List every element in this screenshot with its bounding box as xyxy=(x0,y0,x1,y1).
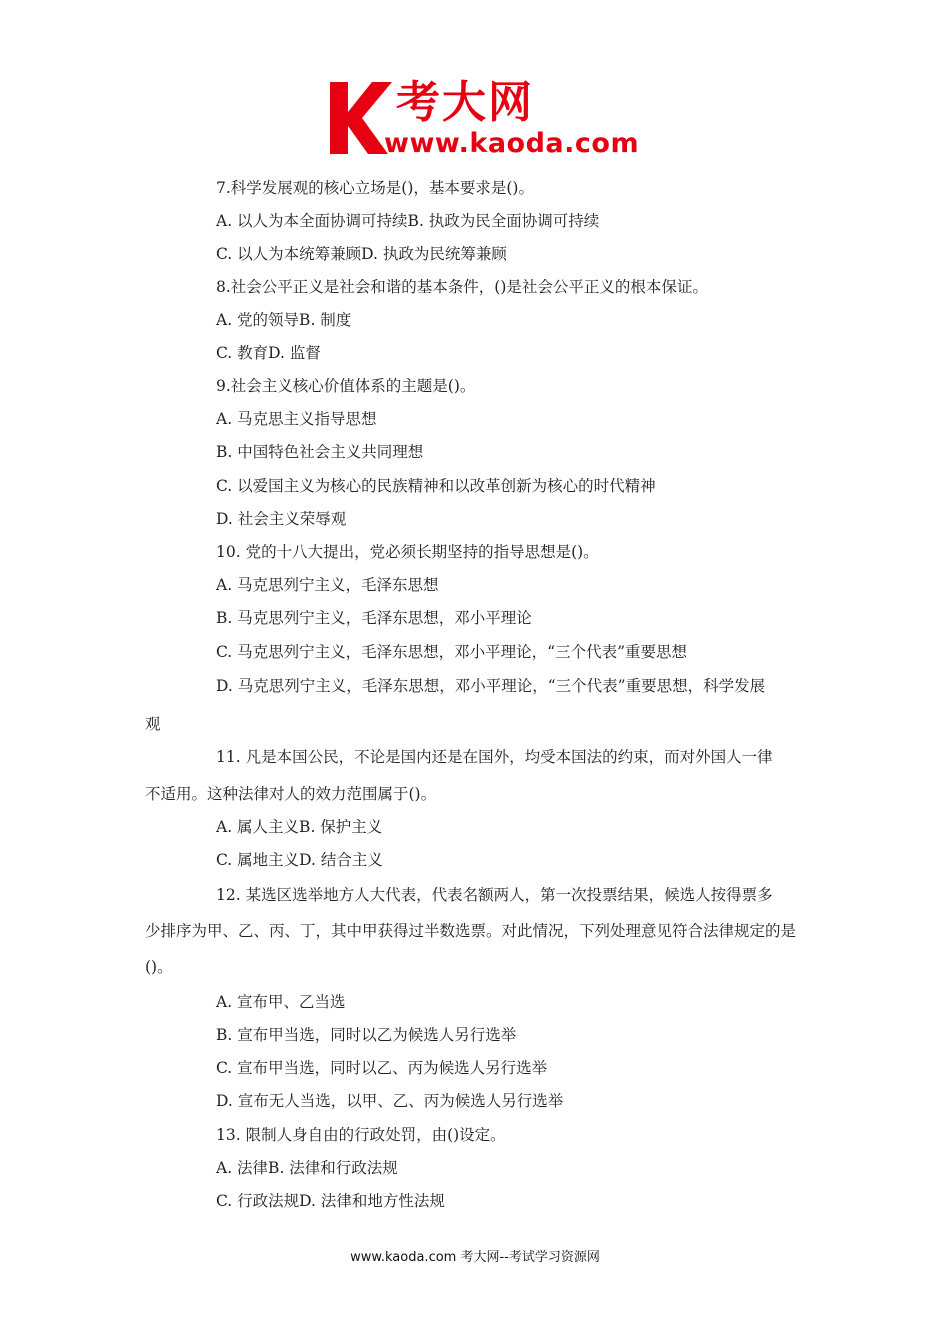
option-line: A. 属人主义B. 保护主义 xyxy=(216,818,383,836)
option-line: C. 以爱国主义为核心的民族精神和以改革创新为核心的时代精神 xyxy=(216,477,656,495)
question-9: 9.社会主义核心价值体系的主题是()。 xyxy=(216,377,476,395)
option-line: C. 马克思列宁主义，毛泽东思想，邓小平理论，“三个代表”重要思想 xyxy=(216,643,688,661)
logo-brand-name: 考大网 xyxy=(396,77,534,128)
option-line: A. 法律B. 法律和行政法规 xyxy=(216,1159,398,1177)
option-line: D. 马克思列宁主义，毛泽东思想，邓小平理论，“三个代表”重要思想，科学发展 xyxy=(216,677,766,695)
option-line: C. 行政法规D. 法律和地方性法规 xyxy=(216,1192,445,1210)
question-7: 7.科学发展观的核心立场是()，基本要求是()。 xyxy=(216,179,534,197)
question-12: 12. 某选区选举地方人大代表，代表名额两人，第一次投票结果，候选人按得票多 xyxy=(216,886,773,904)
question-11: 11. 凡是本国公民，不论是国内还是在国外，均受本国法的约束，而对外国人一律 xyxy=(216,748,773,766)
page-footer: www.kaoda.com 考大网--考试学习资源网 xyxy=(350,1250,600,1265)
question-8: 8.社会公平正义是社会和谐的基本条件，()是社会公平正义的根本保证。 xyxy=(216,278,708,296)
option-line: B. 马克思列宁主义，毛泽东思想，邓小平理论 xyxy=(216,609,532,627)
option-line: C. 宣布甲当选，同时以乙、丙为候选人另行选举 xyxy=(216,1059,548,1077)
option-line: A. 以人为本全面协调可持续B. 执政为民全面协调可持续 xyxy=(216,212,600,230)
question-11-continued: 不适用。这种法律对人的效力范围属于()。 xyxy=(145,785,437,803)
option-line: C. 教育D. 监督 xyxy=(216,344,321,362)
option-line: C. 属地主义D. 结合主义 xyxy=(216,851,383,869)
option-line: D. 宣布无人当选，以甲、乙、丙为候选人另行选举 xyxy=(216,1092,564,1110)
option-line: B. 宣布甲当选，同时以乙为候选人另行选举 xyxy=(216,1026,517,1044)
option-line-continued: 观 xyxy=(145,715,161,733)
question-12-continued: ()。 xyxy=(145,958,173,976)
option-line: B. 中国特色社会主义共同理想 xyxy=(216,443,424,461)
question-10: 10. 党的十八大提出，党必须长期坚持的指导思想是()。 xyxy=(216,543,599,561)
question-12-continued: 少排序为甲、乙、丙、丁，其中甲获得过半数选票。对此情况，下列处理意见符合法律规定的是 xyxy=(145,922,797,940)
option-line: A. 马克思主义指导思想 xyxy=(216,410,377,428)
option-line: D. 社会主义荣辱观 xyxy=(216,510,347,528)
logo-url: www.kaoda.com xyxy=(384,128,640,159)
option-line: C. 以人为本统筹兼顾D. 执政为民统筹兼顾 xyxy=(216,245,507,263)
option-line: A. 马克思列宁主义，毛泽东思想 xyxy=(216,576,439,594)
kaoda-logo xyxy=(328,78,648,162)
option-line: A. 党的领导B. 制度 xyxy=(216,311,352,329)
option-line: A. 宣布甲、乙当选 xyxy=(216,993,346,1011)
question-13: 13. 限制人身自由的行政处罚，由()设定。 xyxy=(216,1126,506,1144)
